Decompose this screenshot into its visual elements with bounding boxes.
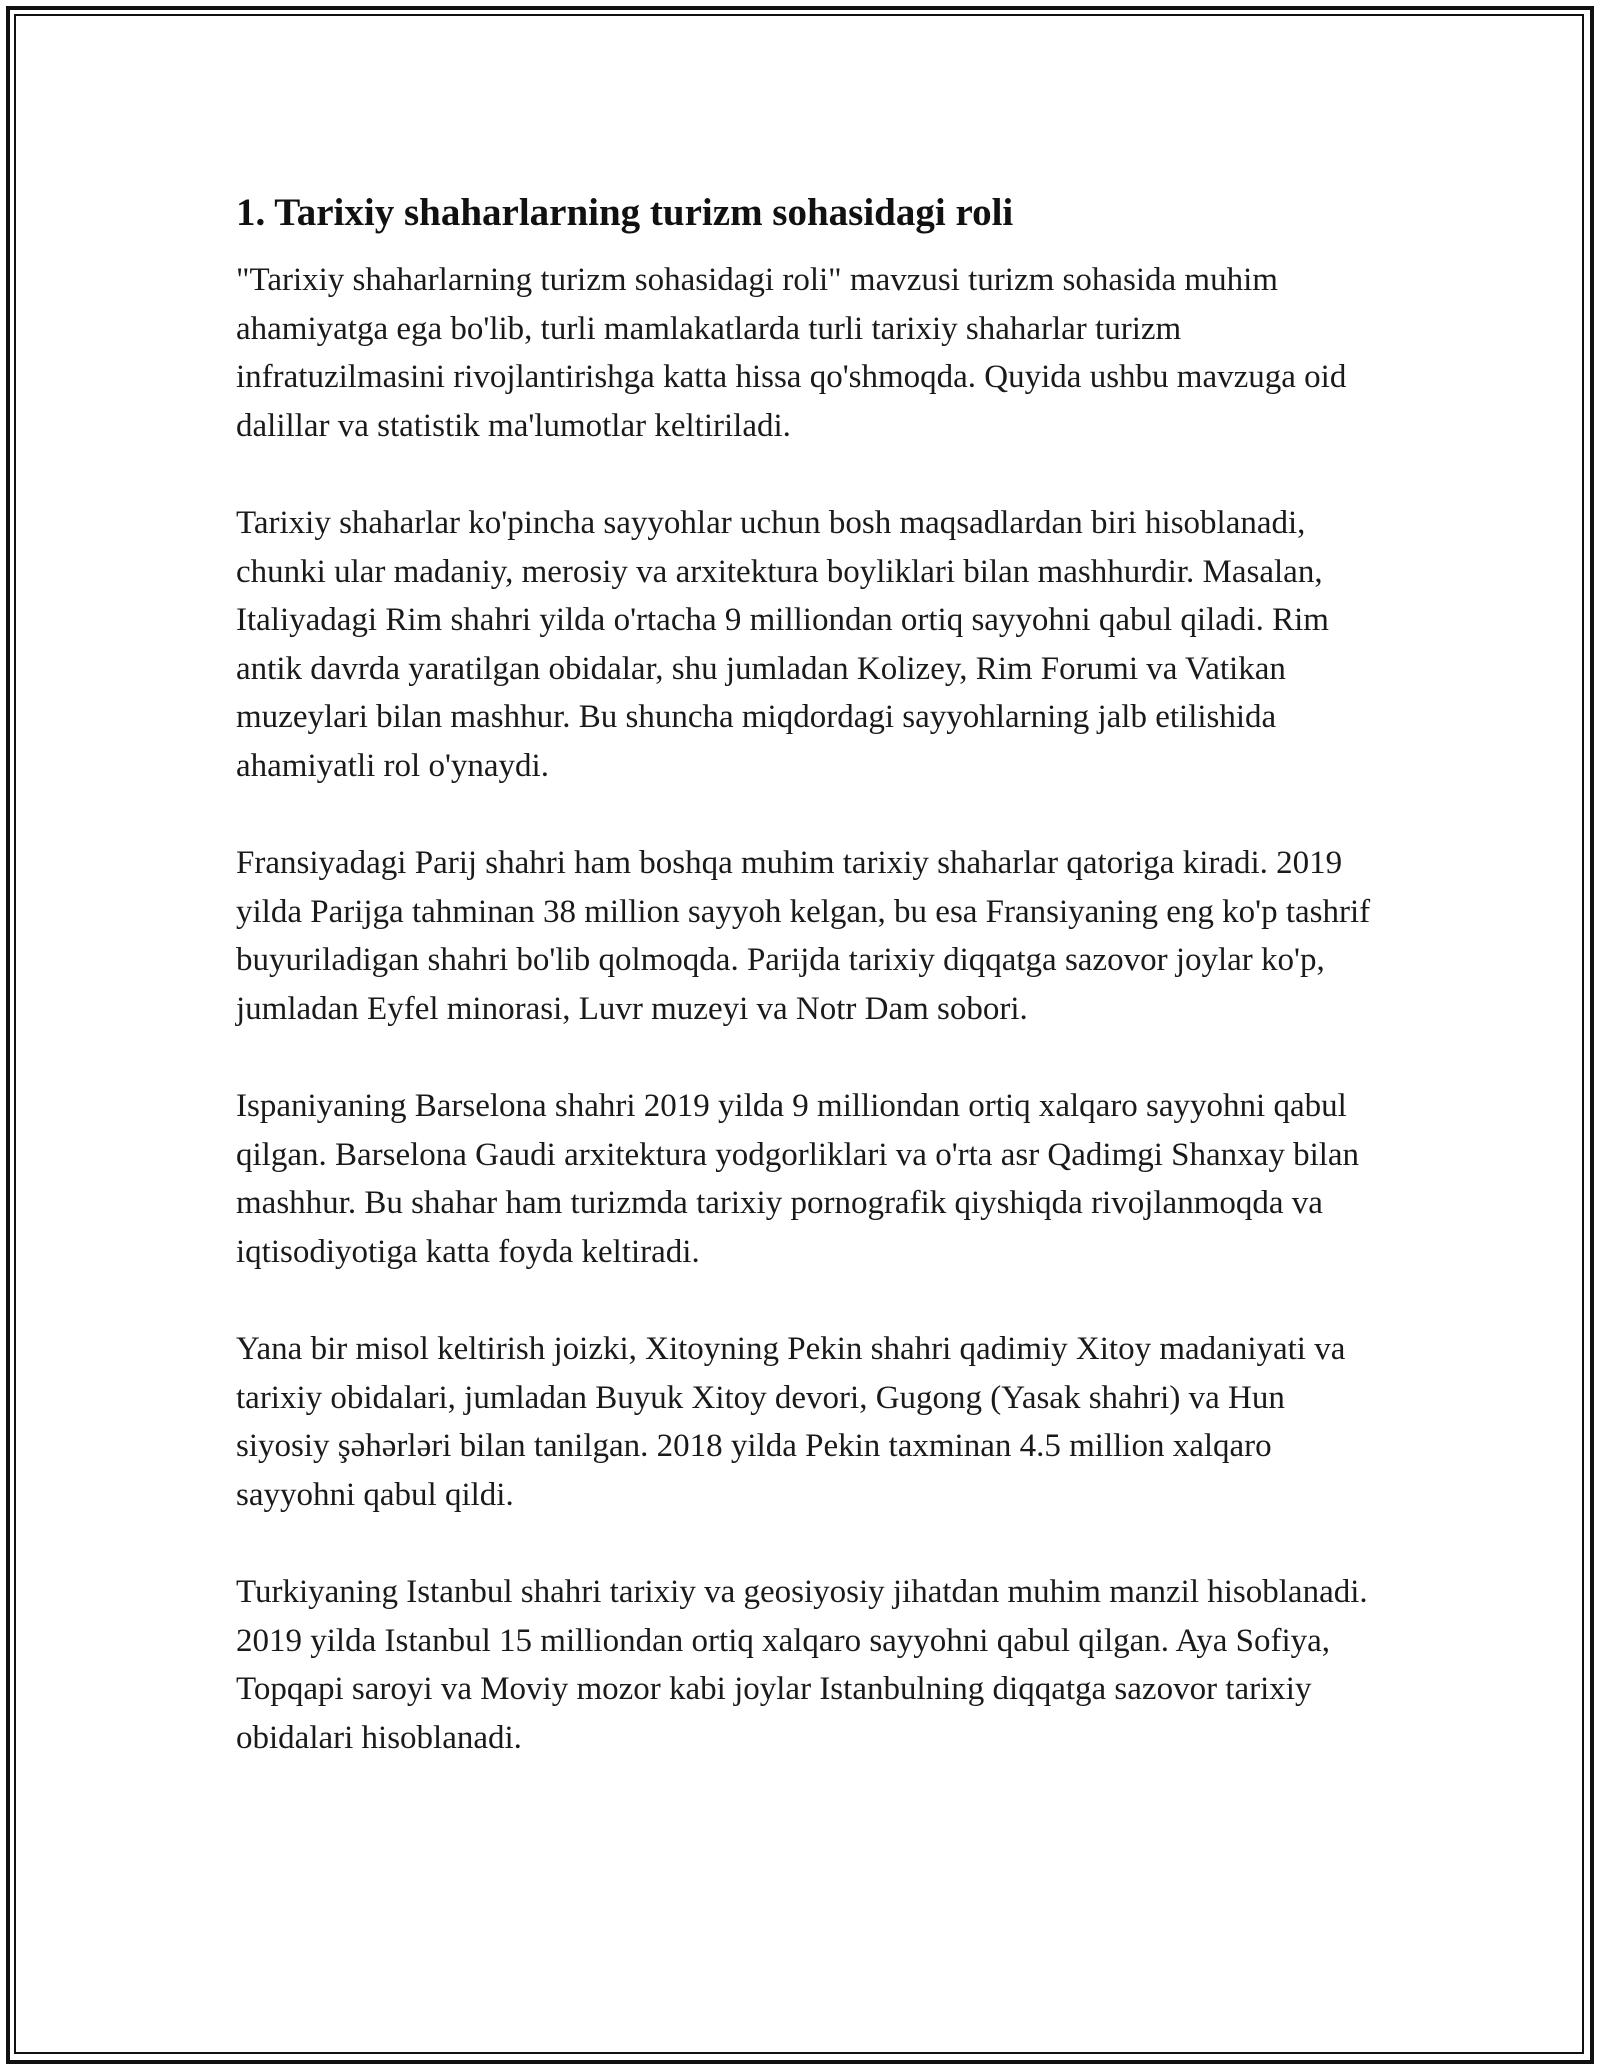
paragraph-barcelona: Ispaniyaning Barselona shahri 2019 yilda 9 milliondan ortiq xalqaro sayyohni qabul qilgan. Barselona Gaudi arxitektura yodgorliklari va o'rta asr Qadimgi Shanxay bilan mashhur. Bu shahar ham turizmda tarixiy pornografik qiyshiqda rivojlanmoqda va iqtisodiyotiga katta foyda keltiradi. — [236, 1088, 1360, 1270]
document-body — [236, 186, 1386, 1811]
section-heading: 1. Tarixiy shaharlarning turizm sohasidagi roli — [236, 191, 1014, 234]
paragraph-rome: Tarixiy shaharlar ko'pincha sayyohlar uchun bosh maqsadlardan biri hisoblanadi, chunki ular madaniy, merosiy va arxitektura boyliklari bilan mashhurdir. Masalan, Italiyadagi Rim shahri yilda o'rtacha 9 milliondan ortiq sayyohni qabul qiladi. Rim antik davrda yaratilgan obidalar, shu jumladan Kolizey, Rim Forumi va Vatikan muzeylari bilan mashhur. Bu shuncha miqdordagi sayyohlarning jalb etilishida ahamiyatli rol o'ynaydi. — [236, 504, 1329, 784]
paragraph-istanbul: Turkiyaning Istanbul shahri tarixiy va geosiyosiy jihatdan muhim manzil hisoblanadi. 2019 yilda Istanbul 15 milliondan ortiq xalqaro sayyohni qabul qilgan. Aya Sofiya, Topqapi saroyi va Moviy mozor kabi joylar Istanbulning diqqatga sazovor tarixiy obidalari hisoblanadi. — [236, 1574, 1368, 1756]
paragraph-paris: Fransiyadagi Parij shahri ham boshqa muhim tarixiy shaharlar qatoriga kiradi. 2019 yilda Parijga tahminan 38 million sayyoh kelgan, bu esa Fransiyaning eng ko'p tashrif buyuriladigan shahri bo'lib qolmoqda. Parijda tarixiy diqqatga sazovor joylar ko'p, jumladan Eyfel minorasi, Luvr muzeyi va Notr Dam sobori. — [236, 845, 1371, 1027]
paragraph-intro: "Tarixiy shaharlarning turizm sohasidagi roli" mavzusi turizm sohasida muhim ahamiyatga ega bo'lib, turli mamlakatlarda turli tarixiy shaharlar turizm infratuzilmasini rivojlantirishga katta hissa qo'shmoqda. Quyida ushbu mavzuga oid dalillar va statistik ma'lumotlar keltiriladi. — [236, 262, 1347, 444]
paragraph-beijing: Yana bir misol keltirish joizki, Xitoyning Pekin shahri qadimiy Xitoy madaniyati va tarixiy obidalari, jumladan Buyuk Xitoy devori, Gugong (Yasak shahri) va Hun siyosiy şəhərləri bilan tanilgan. 2018 yilda Pekin taxminan 4.5 million xalqaro sayyohni qabul qildi. — [236, 1331, 1346, 1513]
